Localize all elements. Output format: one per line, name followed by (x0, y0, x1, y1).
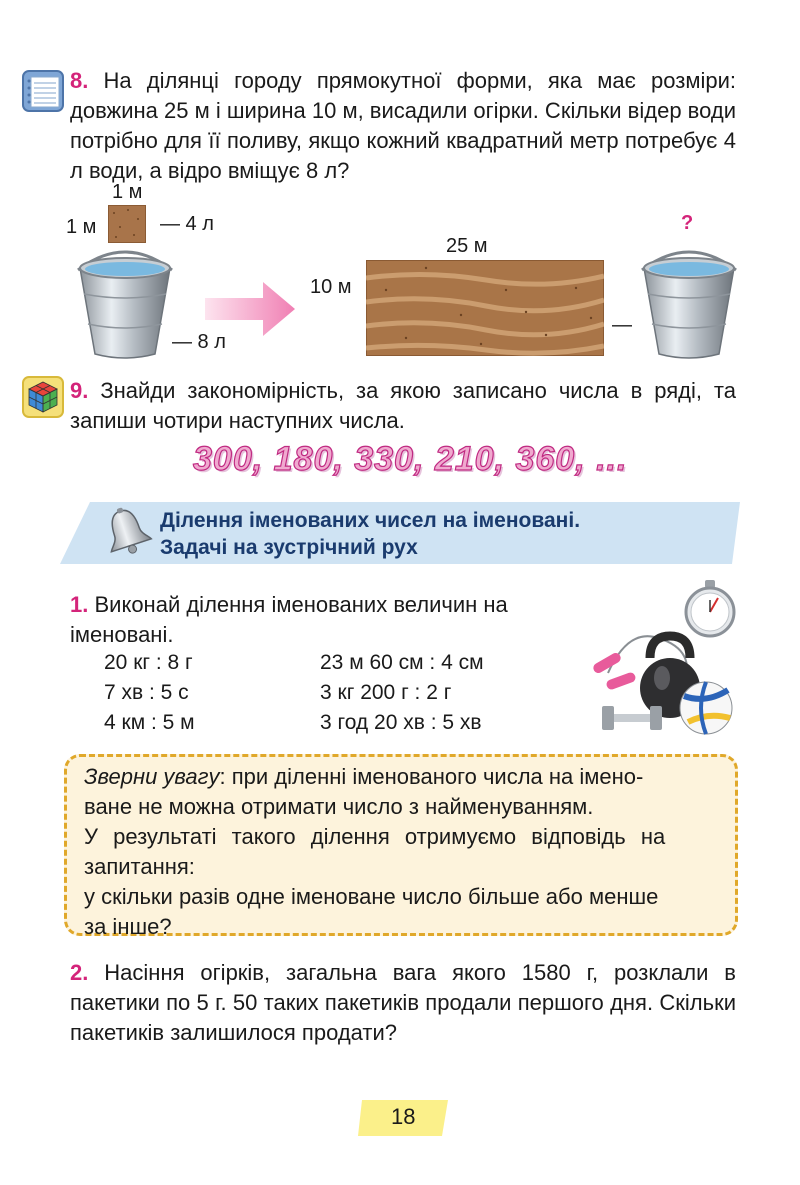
bucket-right-image (634, 248, 744, 360)
exercise-item: 3 кг 200 г : 2 г (320, 681, 452, 704)
question-mark: ? (681, 212, 694, 234)
task9-body: Знайди закономірність, за якою записано числа в ряді, та запиши чотири наступних числа. (70, 378, 736, 433)
section-title (160, 507, 580, 561)
exercise-col-left (104, 648, 195, 738)
task8-body: На ділянці городу прямокутної форми, яка має розміри: довжина 25 м і ширина 10 м, висадили огірки. Скільки відер води потрібно для її поливу, якщо кожний квадратний метр потребує 4 л води, а відро вміщує 8 л? (70, 68, 736, 183)
square-top-label: 1 м (112, 181, 143, 203)
note-line2: ване не можна отримати число з найменуванням. (84, 794, 594, 819)
bell-icon (100, 506, 154, 558)
note-line1: : при діленні іменованого числа на імено- (219, 764, 644, 789)
sports-equipment-image (588, 578, 748, 743)
task9-text (70, 376, 736, 436)
task9-number: 9. (70, 378, 89, 403)
note-line5: у скільки разів одне іменоване число більше або менше (84, 884, 659, 909)
arrow-right-icon (205, 280, 297, 338)
task8-number: 8. (70, 68, 89, 93)
section-title-line1: Ділення іменованих чисел на іменовані. (160, 509, 581, 532)
page-number: 18 (391, 1104, 416, 1129)
exercise-item: 4 км : 5 м (104, 711, 195, 734)
note-line6: за інше? (84, 914, 172, 939)
soil-field (366, 260, 604, 356)
task2-number: 2. (70, 960, 89, 985)
field-dash: — (612, 314, 632, 336)
number-sequence: 300, 180, 330, 210, 360, ... (193, 440, 628, 478)
exercise-col-right (320, 648, 484, 738)
task1-body-line1: Виконай ділення іменованих величин на (94, 592, 508, 617)
note-line4: запитання: (84, 854, 195, 879)
exercise-item: 20 кг : 8 г (104, 651, 193, 674)
exercise-item: 3 год 20 хв : 5 хв (320, 711, 482, 734)
attention-note-text (84, 762, 724, 942)
exercise-item: 23 м 60 см : 4 см (320, 651, 484, 674)
square-water-label: — 4 л (160, 213, 214, 235)
bucket-left-label: — 8 л (172, 331, 226, 353)
square-left-label: 1 м (66, 216, 97, 238)
soil-square (108, 205, 146, 243)
field-width-label: 25 м (446, 235, 488, 257)
task1-line1 (70, 590, 590, 620)
section-title-line2: Задачі на зустрічний рух (160, 536, 418, 559)
field-height-label: 10 м (310, 276, 352, 298)
task1-text (70, 590, 590, 650)
task8-text (70, 66, 736, 186)
exercise-item: 7 хв : 5 с (104, 681, 189, 704)
task1-number: 1. (70, 592, 89, 617)
task2-text (70, 958, 736, 1048)
note-emphasis: Зверни увагу (84, 764, 220, 789)
task2-body: Насіння огірків, загальна вага якого 1580 г, розклали в пакетики по 5 г. 50 таких пакетиків продали першого дня. Скільки пакетиків залишилося продати? (70, 960, 736, 1045)
notebook-icon (22, 70, 64, 112)
note-line3: У результаті такого ділення отримуємо відповідь на (84, 824, 666, 849)
bucket-left-image (70, 248, 180, 360)
rubik-cube-icon (22, 376, 64, 418)
task1-body-line2: іменовані. (70, 622, 174, 647)
